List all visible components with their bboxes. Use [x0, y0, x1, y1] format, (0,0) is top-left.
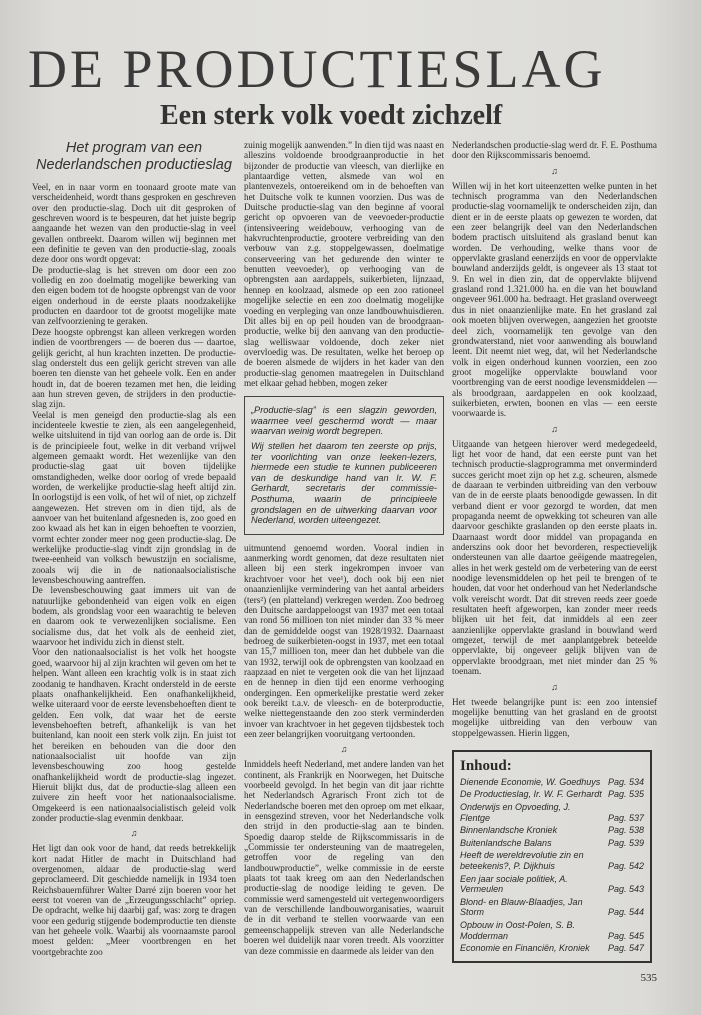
section-break-ornament: ♫: [340, 744, 348, 755]
paragraph: Het tweede belangrijke punt is: een zoo intensief mogelijke benutting van het grasland en de grootst mogelijke uitbreiding van den verbouw van stoppelgewassen. Hierin liggen,: [452, 696, 657, 738]
toc-item-title: De Productieslag, Ir. W. F. Gerhardt: [460, 789, 602, 800]
toc-item: [460, 802, 644, 823]
toc-item: [460, 943, 644, 954]
toc-item-title: Heeft de wereldrevolutie zin en beteekenis?, P. Dijkhuis: [460, 850, 584, 872]
toc-item-title: Een jaar sociale politiek, A. Vermeulen: [460, 873, 568, 895]
paragraph: De levensbeschouwing gaat immers uit van de natuurlijke gebondenheid van eigen volk en eigen bodem, als grondslag voor een waarachtig te beleven en daarom ook te verwezenlijken socialisme. Een socialisme dus, dat het volk als de eenheid ziet, waarvoor het individu zich in dienst stelt.: [32, 585, 236, 648]
toc-item: [460, 850, 644, 871]
paragraph: Veelal is men geneigd den productie-slag als een incidenteele kwestie te zien, als een aangelegenheid, welke uitsluitend in tijd van oorlog aan de orde is. Dit is de principieele fout, welke in dit verband vrijwel algemeen gemaakt wordt. Het wezenlijke van den productie-slag gaat uit boven tijdelijke omstandigheden, welke door oorlog of vrede bepaald worden, de werkelijke productie-slag heeft altijd zin. In oorlogstijd is een volk, of het wil of niet, op zichzelf aangewezen. Het streven om in dien tijd, als de aanvoer van het buitenland afgesneden is, zoo goed en zoo kwaad als het kan in eigen behoeften te voorzien, vormt echter zonder meer nog geen productie-slag. De werkelijke productie-slag vindt zijn grondslag in de twee-eenheid van volksch bewustzijn en socialisme, zooals wij die in de nationaalsocialistische levensbeschouwing aantreffen.: [32, 409, 236, 586]
toc-item-title: Opbouw in Oost-Polen, S. B. Modderman: [460, 920, 576, 941]
paragraph: Inmiddels heeft Nederland, met andere landen van het continent, als Frankrijk en Noorwegen, het Duitsche voorbeeld gevolgd. In het begin van dit jaar richtte het Nederlandsch Agrarisch Front zich tot de Nederlandsche boeren met den oproep om met elkaar, in eensgezind streven, voor het Nederlandsche volk den strijd in den productie-slag aan te binden. Spoedig daarop stelde de Rijkscommissaris in de „Commissie ter ondersteuning van de maatregelen, getroffen voor de regeling van den landbouwproductie”, welke commissie in de eerste plaats tot taak kreeg om aan den Nederlandschen productie-slag de noodige leiding te geven. De commissie werd samengesteld uit vertegenwoordigers van de verschillende landbouworganisaties, waaruit de in dit verband te stellen voorwaarde van een gemeenschappelijk streven van alle Nederlandsche boeren wel duidelijk naar voren treedt. Als voorzitter van deze commissie en daarmede als leider van den: [244, 759, 444, 956]
article-columns: [32, 0, 657, 985]
paragraph: Willen wij in het kort uiteenzetten welke punten in het technisch programma van den Nederlandschen productie-slag voornamelijk te onderscheiden zijn, dan dient er in de eerste plaats op gewezen te worden, dat een zeer belangrijk deel van den Nederlandschen bodem practisch uitsluitend als grasland benut kan worden. De verhouding, welke thans voor de oppervlakte grasland eenerzijds en voor de oppervlakte bouwland anderzijds geldt, is ongeveer als 13 staat tot 9. En wel in dien zin, dat de oppervlakte blijvend grasland rond 1.321.000 ha. en die van het bouwland ongeveer 961.000 ha. bedraagt. Het grasland overweegt dus in niet onaanzienlijke mate. En het grasland zal ook moeten blijven overwegen, aangezien het grootste deel zich, voornamelijk ten gevolge van den grondwaterstand, niet voor aanwending als bouwland leent. Dit neemt niet weg, dat, wil het Nederlandsche volk in eigen onderhoud kunnen voorzien, een zoo groot mogelijke oppervlakte bouwland voor voortbrenging van de eerst noodige levensmiddelen — als broodgraan, aardappelen en ook koolzaad, suikerbieten, erwten, boonen en vlas — een eerste voorwaarde is.: [452, 180, 657, 419]
paragraph: Nederlandschen productie-slag werd dr. F. E. Posthuma door den Rijkscommissaris benoemd.: [452, 140, 657, 161]
paragraph: De productie-slag is het streven om door een zoo volledig en zoo doelmatig mogelijke bewerking van den eigen bodem tot de hoogste opbrengst van de voor eigen onderhoud in de eerste plaats noodzakelijke producten en daardoor tot de grootst mogelijke mate van zelfvoorziening te geraken.: [32, 264, 236, 327]
article-heading: Het program van een Nederlandschen productieslag: [36, 140, 232, 173]
editorial-note-text: Wij stellen het daarom ten zeerste op prijs, ter voorlichting van onze leeken-lezers, hiermede een studie te kunnen publiceeren van de deskundige hand van Ir. W. F. Gerhardt, secretaris der commissie-Posthuma, waarin de principieele grondslagen en de uitwerking daarvan voor Nederland, worden uiteengezet.: [251, 441, 437, 526]
toc-item-page: Pag. 542: [607, 861, 644, 872]
toc-item: [460, 874, 644, 895]
paragraph: Deze hoogste opbrengst kan alleen verkregen worden indien de voortbrengers — de boeren dus — daartoe, gelijk gericht, al hun krachten inzetten. De productie-slag onderstelt dus een gelijk gericht streven van alle boeren ten dienste van het geheele volk. Een en ander houdt in, dat de boeren tezamen met hen, die leiding aan hun streven geven, de strijders in den productie-slag zijn.: [32, 326, 236, 410]
toc-item-page: Pag. 538: [607, 825, 644, 836]
editorial-note-box: [244, 396, 444, 535]
paragraph: Voor den nationaalsocialist is het volk het hoogste goed, waarvoor hij al zijn krachten wil geven om het te helpen. Want alleen een krachtig volk is in staat zich zoodanig te handhaven. Kracht ondersteld in de eerste plaats onafhankelijkheid. Een onafhankelijkheid, welke uiteraard voor de eerste levensbehoeften dient te gelden. Een volk, dat waar het de eerste levensbehoeften betreft, afhankelijk is van het buitenland, kan nooit een sterk volk zijn. En juist tot het bereiken en behouden van die door den nationaalsocialist uit hoofde van zijn levensbeschouwing zoo hoog gestelde onafhankelijkheid wordt de productie-slag ingezet. Hieruit blijkt dus, dat de productie-slag alleen een zuivere zin heeft voor het nationaalsocialisme. Omgekeerd is een nationaalsocialistisch geleid volk zonder productie-slag evenmin denkbaar.: [32, 647, 236, 823]
toc-item-title: Economie en Financiën, Kroniek: [460, 943, 590, 954]
toc-item: [460, 789, 644, 800]
section-break-ornament: ♫: [551, 165, 558, 176]
table-of-contents: [452, 750, 652, 963]
toc-item-title: Blond- en Blauw-Blaadjes, Jan Storm: [460, 896, 583, 918]
right-column: [452, 140, 657, 985]
toc-item-page: Pag. 534: [607, 776, 644, 787]
toc-item-title: Buitenlandsche Balans: [460, 837, 552, 848]
page-number: 535: [640, 971, 657, 984]
paragraph: zuinig mogelijk aanwenden.” In dien tijd was naast en alleszins voldoende broodgraanproductie in het bijzonder de productie van vleesch, van dierlijke en plantaardige vetten, alsmede van wol en plantenvezels, ontoereikend om in de behoeften van het Duitsche volk te kunnen voorzien. Dus was de Duitsche productie-slag van den beginne af vooral gericht op opvoeren van de veevoeder-productie (intensiveering weidebouw, verhooging van de hakvruchtenproductie, grootere verbreiding van den verbouw van z.g. stoppelgewassen, doelmatige conserveering van het gedurende den winter te benutten veevoeder), op verhooging van de opbrengsten aan aardappels, suikerbieten, lijnzaad, hennep en koolzaad, alsmede op een zoo rationeel mogelijke selectie en een zoo doelmatig mogelijke voeding en verpleging van onze landbouwhuisdieren. Dit alles bij en op peil houden van de broodgraan-productie, welke bij den aanvang van den productie-slag welliswaar voldoende, doch zeker niet overvloedig was. De resultaten, welke het beroep op de boeren alsmede de wijders in het kader van den productie-slag genomen maatregelen in Duitschland met elkaar gehad hebben, mogen zeker: [244, 140, 444, 388]
toc-item: [460, 777, 644, 788]
toc-item-page: Pag. 535: [607, 789, 644, 800]
editorial-note-text: „Productie-slag” is een slagzin geworden, waarmee veel geschermd wordt — maar waarvan weinig wordt begrepen.: [251, 405, 437, 437]
left-column: [32, 140, 236, 957]
paragraph: Het ligt dan ook voor de hand, dat reeds betrekkelijk kort nadat Hitler de macht in Duitschland had overgenomen, aldaar de productie-slag werd geproclameerd. Dit geschiedde namelijk in 1934 toen Reichsbauernführer Walter Darré zijn boeren voor het eerst tot voeren van de „Erzeugungsschlacht” opriep. De opdracht, welke hij daarbij gaf, was: zorg te dragen voor een gedurig stijgende bodemproductie ten dienste van het geheele volk. Waarbij als voornaamste parool moest gelden: „Meer voortbrengen en het voortgebrachte zoo: [32, 843, 236, 957]
toc-item: [460, 825, 644, 836]
toc-item-title: Dienende Economie, W. Goedhuys: [460, 776, 601, 787]
toc-item-title: Onderwijs en Opvoeding, J. Flentge: [460, 802, 571, 823]
toc-item-page: Pag. 545: [607, 930, 644, 941]
section-break-ornament: ♫: [551, 681, 558, 692]
paragraph: Uitgaande van hetgeen hierover werd medegedeeld, ligt het voor de hand, dat een eerste punt van het technisch productie-slagprogramma met onverminderd succes gericht moet zijn op het z.g. scheuren, alsmede de daaraan te verbinden uitbreiding van den verbouw van de in de eerste plaats benoodigde gewassen. In dit verband dient er voor gezorgd te worden, dat men propaganda neemt de opwekking tot scheuren van alle daarvoor geschikte graslanden op den eerste plaats in. Daarnaast wordt door middel van propaganda en anderszins ook door het bevorderen, respectievelijk ondersteunen van alle daartoe geëigende maatregelen, alles in het werk gesteld om de verbetering van de eerst noodige levensmiddelen op het peil te brengen of te houden, dat voor het onderhoud van het Nederlandsche volk vereischt wordt. Dat dit streven reeds zeer goede resultaten heeft afgeworpen, kan zonder meer reeds blijken uit het feit, dat inmiddels al een zeer aanzienlijke oppervlakte grasland in bouwland werd omgezet, terwijl de met aanplantgebrek beteelde oppervlakte, bij ongeveer gelijk blijven van de oppervlakte broodgraan, met niet minder dan 25 % toenam.: [452, 438, 657, 677]
toc-item-page: Pag. 544: [607, 907, 644, 918]
toc-item: [460, 920, 644, 941]
page-subtitle: Een sterk volk voedt zichzelf: [160, 100, 503, 131]
toc-item-page: Pag. 543: [607, 884, 644, 895]
toc-item-title: Binnenlandsche Kroniek: [460, 825, 558, 836]
paragraph: Veel, en in naar vorm en toonaard groote mate van verscheidenheid, wordt thans gesproken en geschreven over den productie-slag. Doch uit dit gesproken of geschreven woord is te bespeuren, dat het juiste begrip aangaande het wezen van den productie-slag in veel gevallen ontbreekt. Daarom willen wij beginnen met een definitie te geven van den productie-slag, zooals deze door ons wordt opgevat:: [32, 182, 236, 265]
section-break-ornament: ♫: [130, 828, 138, 839]
paragraph: uitmuntend genoemd worden. Vooral indien in aanmerking wordt genomen, dat deze resultaten niet alleen bij een sterk ingekrompen invoer van krachtvoer voor het vee¹), doch ook bij een niet onaanzienlijke vermindering van het aantal arbeiders (ters²) (en platteland) verkregen werden. Zoo bedroeg den Duitsche aardappeloogst van 1937 met een totaal van rond 56 millioen ton niet minder dan 33 % meer dan de gemiddelde oogst van 1928/1932. Daarnaast bedroeg de suikerbieten-oogst in 1937, met een totaal van 15,7 millioen ton, meer dan het dubbele van die van 1932, terwijl ook de opbrengsten van koolzaad en raapzaad en niet te vergeten ook die van het lijnzaad en de hennep in dien tijd een enorme verhooging ondergingen. Een opmerkelijke prestatie werd zeker ook bereikt t.a.v. de vleesch- en de boterproductie, welke niettegenstaande den zoo sterk verminderden invoer van krachtvoer in het gegeven tijdsbestek toch een zeer belangrijken vooruitgang vertoonden.: [244, 542, 444, 739]
page-title: DE PRODUCTIESLAG: [28, 39, 606, 99]
middle-column: [244, 140, 444, 956]
toc-item-page: Pag. 547: [607, 943, 644, 954]
toc-heading: Inhoud:: [460, 757, 512, 774]
toc-item: [460, 897, 644, 918]
toc-item-page: Pag. 537: [607, 812, 644, 823]
section-break-ornament: ♫: [551, 423, 558, 434]
toc-item-page: Pag. 539: [607, 837, 644, 848]
toc-item: [460, 838, 644, 849]
